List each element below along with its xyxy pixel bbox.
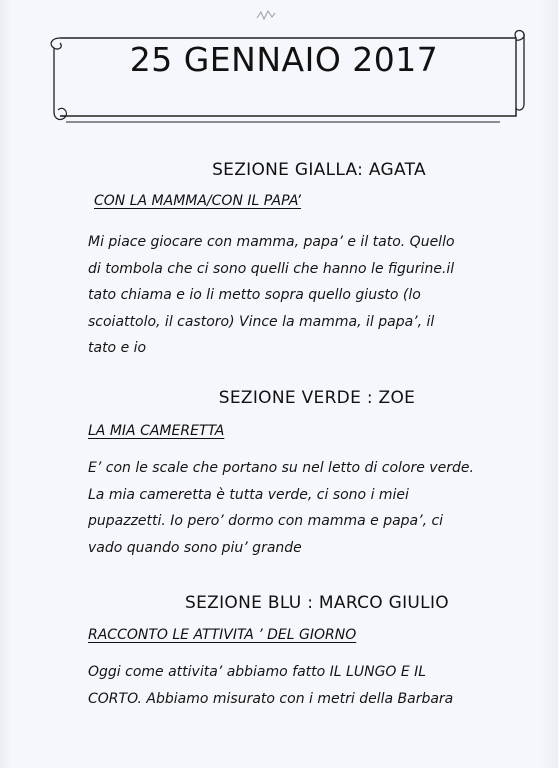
section-text-gialla [88, 229, 548, 362]
section-subtitle-blu: RACCONTO LE ATTIVITA ’ DEL GIORNO [88, 627, 357, 643]
text-line: di tombola che ci sono quelli che hanno le figurine.il [88, 260, 455, 277]
text-line: CORTO. Abbiamo misurato con i metri della Barbara [88, 690, 454, 707]
section-heading-blu: SEZIONE BLU : MARCO GIULIO [185, 593, 449, 613]
text-line: vado quando sono piu’ grande [88, 539, 302, 556]
section-subtitle-verde: LA MIA CAMERETTA [88, 423, 225, 439]
section-text-verde [88, 455, 548, 561]
text-line: tato chiama e io li metto sopra quello giusto (lo [88, 287, 421, 303]
section-heading-gialla: SEZIONE GIALLA: AGATA [212, 160, 426, 180]
text-line: E’ con le scale che portano su nel letto di colore verde. [88, 460, 474, 476]
text-line: scoiattolo, il castoro) Vince la mamma, il papa’, il [88, 313, 435, 330]
section-text-blu [88, 659, 548, 712]
text-line: La mia cameretta è tutta verde, ci sono i miei [88, 486, 409, 503]
text-line: Oggi come attivita’ abbiamo fatto IL LUNGO E IL [88, 664, 427, 680]
text-line: pupazzetti. Io pero’ dormo con mamma e papa’, ci [88, 513, 444, 529]
scan-mark [255, 8, 277, 22]
page-title: 25 GENNAIO 2017 [129, 40, 439, 79]
text-line: Mi piace giocare con mamma, papa’ e il tato. Quello [88, 234, 455, 250]
section-heading-verde: SEZIONE VERDE : ZOE [218, 388, 416, 408]
section-subtitle-gialla: CON LA MAMMA/CON IL PAPA’ [94, 193, 301, 209]
text-line: tato e io [88, 340, 147, 356]
